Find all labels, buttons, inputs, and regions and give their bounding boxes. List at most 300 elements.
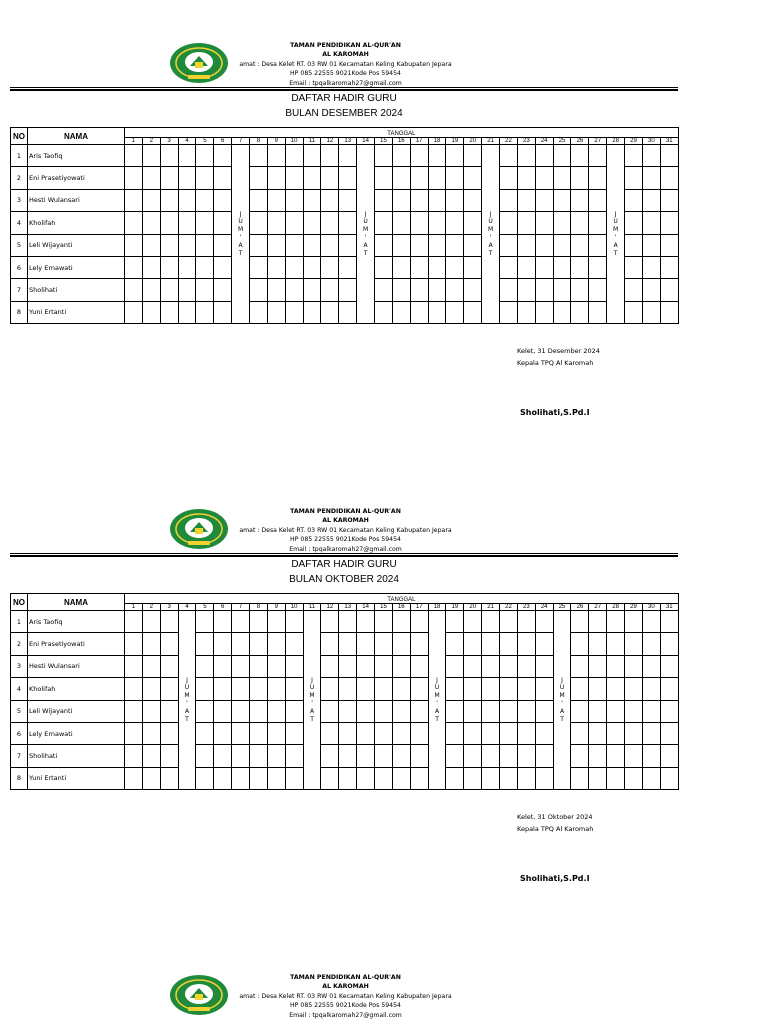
attendance-cell[interactable] <box>464 167 482 189</box>
attendance-cell[interactable] <box>160 678 178 700</box>
attendance-cell[interactable] <box>625 189 643 211</box>
attendance-cell[interactable] <box>446 167 464 189</box>
attendance-cell[interactable] <box>142 279 160 301</box>
attendance-cell[interactable] <box>517 167 535 189</box>
attendance-cell[interactable] <box>125 678 143 700</box>
attendance-cell[interactable] <box>589 700 607 722</box>
attendance-cell[interactable] <box>625 767 643 789</box>
attendance-cell[interactable] <box>517 279 535 301</box>
attendance-cell[interactable] <box>267 633 285 655</box>
attendance-cell[interactable] <box>500 678 518 700</box>
attendance-cell[interactable] <box>321 633 339 655</box>
attendance-cell[interactable] <box>267 301 285 323</box>
attendance-cell[interactable] <box>482 767 500 789</box>
attendance-cell[interactable] <box>142 745 160 767</box>
attendance-cell[interactable] <box>589 234 607 256</box>
attendance-cell[interactable] <box>339 279 357 301</box>
attendance-cell[interactable] <box>589 279 607 301</box>
attendance-cell[interactable] <box>535 234 553 256</box>
attendance-cell[interactable] <box>392 256 410 278</box>
attendance-cell[interactable] <box>410 678 428 700</box>
attendance-cell[interactable] <box>142 655 160 677</box>
attendance-cell[interactable] <box>625 279 643 301</box>
attendance-cell[interactable] <box>339 745 357 767</box>
attendance-cell[interactable] <box>142 767 160 789</box>
attendance-cell[interactable] <box>250 212 268 234</box>
attendance-cell[interactable] <box>339 189 357 211</box>
attendance-cell[interactable] <box>375 145 393 167</box>
attendance-cell[interactable] <box>214 212 232 234</box>
attendance-cell[interactable] <box>428 279 446 301</box>
attendance-cell[interactable] <box>535 212 553 234</box>
attendance-cell[interactable] <box>321 212 339 234</box>
attendance-cell[interactable] <box>642 678 660 700</box>
attendance-cell[interactable] <box>607 678 625 700</box>
attendance-cell[interactable] <box>428 189 446 211</box>
attendance-cell[interactable] <box>464 256 482 278</box>
attendance-cell[interactable] <box>642 611 660 633</box>
attendance-cell[interactable] <box>660 167 678 189</box>
attendance-cell[interactable] <box>553 234 571 256</box>
attendance-cell[interactable] <box>125 700 143 722</box>
attendance-cell[interactable] <box>339 655 357 677</box>
attendance-cell[interactable] <box>642 301 660 323</box>
attendance-cell[interactable] <box>267 256 285 278</box>
attendance-cell[interactable] <box>428 234 446 256</box>
attendance-cell[interactable] <box>375 167 393 189</box>
attendance-cell[interactable] <box>464 301 482 323</box>
attendance-cell[interactable] <box>285 745 303 767</box>
attendance-cell[interactable] <box>250 256 268 278</box>
attendance-cell[interactable] <box>410 234 428 256</box>
attendance-cell[interactable] <box>500 745 518 767</box>
attendance-cell[interactable] <box>321 611 339 633</box>
attendance-cell[interactable] <box>464 212 482 234</box>
attendance-cell[interactable] <box>428 301 446 323</box>
attendance-cell[interactable] <box>607 633 625 655</box>
attendance-cell[interactable] <box>571 767 589 789</box>
attendance-cell[interactable] <box>142 167 160 189</box>
attendance-cell[interactable] <box>196 655 214 677</box>
attendance-cell[interactable] <box>410 189 428 211</box>
attendance-cell[interactable] <box>375 655 393 677</box>
attendance-cell[interactable] <box>196 700 214 722</box>
attendance-cell[interactable] <box>196 189 214 211</box>
attendance-cell[interactable] <box>660 655 678 677</box>
attendance-cell[interactable] <box>571 279 589 301</box>
attendance-cell[interactable] <box>357 633 375 655</box>
attendance-cell[interactable] <box>196 234 214 256</box>
attendance-cell[interactable] <box>160 655 178 677</box>
attendance-cell[interactable] <box>125 745 143 767</box>
attendance-cell[interactable] <box>267 700 285 722</box>
attendance-cell[interactable] <box>642 256 660 278</box>
attendance-cell[interactable] <box>642 722 660 744</box>
attendance-cell[interactable] <box>428 145 446 167</box>
attendance-cell[interactable] <box>589 301 607 323</box>
attendance-cell[interactable] <box>660 234 678 256</box>
attendance-cell[interactable] <box>589 745 607 767</box>
attendance-cell[interactable] <box>142 700 160 722</box>
attendance-cell[interactable] <box>607 767 625 789</box>
attendance-cell[interactable] <box>160 256 178 278</box>
attendance-cell[interactable] <box>125 655 143 677</box>
attendance-cell[interactable] <box>285 234 303 256</box>
attendance-cell[interactable] <box>142 301 160 323</box>
attendance-cell[interactable] <box>625 745 643 767</box>
attendance-cell[interactable] <box>339 767 357 789</box>
attendance-cell[interactable] <box>160 767 178 789</box>
attendance-cell[interactable] <box>517 611 535 633</box>
attendance-cell[interactable] <box>446 655 464 677</box>
attendance-cell[interactable] <box>267 611 285 633</box>
attendance-cell[interactable] <box>339 301 357 323</box>
attendance-cell[interactable] <box>339 678 357 700</box>
attendance-cell[interactable] <box>392 633 410 655</box>
attendance-cell[interactable] <box>160 212 178 234</box>
attendance-cell[interactable] <box>392 722 410 744</box>
attendance-cell[interactable] <box>160 145 178 167</box>
attendance-cell[interactable] <box>196 167 214 189</box>
attendance-cell[interactable] <box>232 655 250 677</box>
attendance-cell[interactable] <box>410 745 428 767</box>
attendance-cell[interactable] <box>321 279 339 301</box>
attendance-cell[interactable] <box>660 700 678 722</box>
attendance-cell[interactable] <box>607 700 625 722</box>
attendance-cell[interactable] <box>660 678 678 700</box>
attendance-cell[interactable] <box>178 279 196 301</box>
attendance-cell[interactable] <box>321 678 339 700</box>
attendance-cell[interactable] <box>517 256 535 278</box>
attendance-cell[interactable] <box>642 212 660 234</box>
attendance-cell[interactable] <box>446 189 464 211</box>
attendance-cell[interactable] <box>642 745 660 767</box>
attendance-cell[interactable] <box>553 145 571 167</box>
attendance-cell[interactable] <box>660 745 678 767</box>
attendance-cell[interactable] <box>464 655 482 677</box>
attendance-cell[interactable] <box>160 234 178 256</box>
attendance-cell[interactable] <box>571 234 589 256</box>
attendance-cell[interactable] <box>446 212 464 234</box>
attendance-cell[interactable] <box>553 189 571 211</box>
attendance-cell[interactable] <box>196 145 214 167</box>
attendance-cell[interactable] <box>642 655 660 677</box>
attendance-cell[interactable] <box>196 745 214 767</box>
attendance-cell[interactable] <box>642 279 660 301</box>
attendance-cell[interactable] <box>464 767 482 789</box>
attendance-cell[interactable] <box>339 234 357 256</box>
attendance-cell[interactable] <box>339 633 357 655</box>
attendance-cell[interactable] <box>142 678 160 700</box>
attendance-cell[interactable] <box>250 301 268 323</box>
attendance-cell[interactable] <box>446 745 464 767</box>
attendance-cell[interactable] <box>267 234 285 256</box>
attendance-cell[interactable] <box>535 189 553 211</box>
attendance-cell[interactable] <box>553 256 571 278</box>
attendance-cell[interactable] <box>625 722 643 744</box>
attendance-cell[interactable] <box>589 256 607 278</box>
attendance-cell[interactable] <box>500 279 518 301</box>
attendance-cell[interactable] <box>660 212 678 234</box>
attendance-cell[interactable] <box>375 611 393 633</box>
attendance-cell[interactable] <box>375 256 393 278</box>
attendance-cell[interactable] <box>285 145 303 167</box>
attendance-cell[interactable] <box>125 611 143 633</box>
attendance-cell[interactable] <box>535 633 553 655</box>
attendance-cell[interactable] <box>500 234 518 256</box>
attendance-cell[interactable] <box>125 189 143 211</box>
attendance-cell[interactable] <box>446 234 464 256</box>
attendance-cell[interactable] <box>196 633 214 655</box>
attendance-cell[interactable] <box>589 633 607 655</box>
attendance-cell[interactable] <box>571 611 589 633</box>
attendance-cell[interactable] <box>428 212 446 234</box>
attendance-cell[interactable] <box>446 145 464 167</box>
attendance-cell[interactable] <box>214 167 232 189</box>
attendance-cell[interactable] <box>250 722 268 744</box>
attendance-cell[interactable] <box>142 212 160 234</box>
attendance-cell[interactable] <box>607 611 625 633</box>
attendance-cell[interactable] <box>214 700 232 722</box>
attendance-cell[interactable] <box>625 212 643 234</box>
attendance-cell[interactable] <box>232 745 250 767</box>
attendance-cell[interactable] <box>500 767 518 789</box>
attendance-cell[interactable] <box>178 234 196 256</box>
attendance-cell[interactable] <box>410 212 428 234</box>
attendance-cell[interactable] <box>214 611 232 633</box>
attendance-cell[interactable] <box>589 722 607 744</box>
attendance-cell[interactable] <box>482 722 500 744</box>
attendance-cell[interactable] <box>303 301 321 323</box>
attendance-cell[interactable] <box>357 745 375 767</box>
attendance-cell[interactable] <box>517 655 535 677</box>
attendance-cell[interactable] <box>250 700 268 722</box>
attendance-cell[interactable] <box>660 722 678 744</box>
attendance-cell[interactable] <box>375 234 393 256</box>
attendance-cell[interactable] <box>535 767 553 789</box>
attendance-cell[interactable] <box>375 678 393 700</box>
attendance-cell[interactable] <box>446 256 464 278</box>
attendance-cell[interactable] <box>214 189 232 211</box>
attendance-cell[interactable] <box>517 212 535 234</box>
attendance-cell[interactable] <box>464 611 482 633</box>
attendance-cell[interactable] <box>392 611 410 633</box>
attendance-cell[interactable] <box>339 256 357 278</box>
attendance-cell[interactable] <box>142 189 160 211</box>
attendance-cell[interactable] <box>500 212 518 234</box>
attendance-cell[interactable] <box>214 256 232 278</box>
attendance-cell[interactable] <box>339 700 357 722</box>
attendance-cell[interactable] <box>250 189 268 211</box>
attendance-cell[interactable] <box>392 655 410 677</box>
attendance-cell[interactable] <box>321 234 339 256</box>
attendance-cell[interactable] <box>285 767 303 789</box>
attendance-cell[interactable] <box>375 767 393 789</box>
attendance-cell[interactable] <box>303 167 321 189</box>
attendance-cell[interactable] <box>142 145 160 167</box>
attendance-cell[interactable] <box>125 212 143 234</box>
attendance-cell[interactable] <box>285 633 303 655</box>
attendance-cell[interactable] <box>410 722 428 744</box>
attendance-cell[interactable] <box>285 700 303 722</box>
attendance-cell[interactable] <box>482 611 500 633</box>
attendance-cell[interactable] <box>571 256 589 278</box>
attendance-cell[interactable] <box>285 167 303 189</box>
attendance-cell[interactable] <box>428 167 446 189</box>
attendance-cell[interactable] <box>517 745 535 767</box>
attendance-cell[interactable] <box>196 279 214 301</box>
attendance-cell[interactable] <box>446 633 464 655</box>
attendance-cell[interactable] <box>375 301 393 323</box>
attendance-cell[interactable] <box>589 189 607 211</box>
attendance-cell[interactable] <box>607 655 625 677</box>
attendance-cell[interactable] <box>535 301 553 323</box>
attendance-cell[interactable] <box>214 234 232 256</box>
attendance-cell[interactable] <box>446 611 464 633</box>
attendance-cell[interactable] <box>589 167 607 189</box>
attendance-cell[interactable] <box>482 700 500 722</box>
attendance-cell[interactable] <box>392 745 410 767</box>
attendance-cell[interactable] <box>446 279 464 301</box>
attendance-cell[interactable] <box>642 234 660 256</box>
attendance-cell[interactable] <box>214 633 232 655</box>
attendance-cell[interactable] <box>125 722 143 744</box>
attendance-cell[interactable] <box>625 145 643 167</box>
attendance-cell[interactable] <box>571 145 589 167</box>
attendance-cell[interactable] <box>214 767 232 789</box>
attendance-cell[interactable] <box>553 301 571 323</box>
attendance-cell[interactable] <box>303 256 321 278</box>
attendance-cell[interactable] <box>232 722 250 744</box>
attendance-cell[interactable] <box>285 212 303 234</box>
attendance-cell[interactable] <box>178 167 196 189</box>
attendance-cell[interactable] <box>339 167 357 189</box>
attendance-cell[interactable] <box>250 678 268 700</box>
attendance-cell[interactable] <box>214 655 232 677</box>
attendance-cell[interactable] <box>642 145 660 167</box>
attendance-cell[interactable] <box>160 279 178 301</box>
attendance-cell[interactable] <box>660 189 678 211</box>
attendance-cell[interactable] <box>392 767 410 789</box>
attendance-cell[interactable] <box>321 189 339 211</box>
attendance-cell[interactable] <box>517 700 535 722</box>
attendance-cell[interactable] <box>589 655 607 677</box>
attendance-cell[interactable] <box>267 678 285 700</box>
attendance-cell[interactable] <box>660 767 678 789</box>
attendance-cell[interactable] <box>160 700 178 722</box>
attendance-cell[interactable] <box>625 678 643 700</box>
attendance-cell[interactable] <box>267 767 285 789</box>
attendance-cell[interactable] <box>535 722 553 744</box>
attendance-cell[interactable] <box>232 678 250 700</box>
attendance-cell[interactable] <box>517 633 535 655</box>
attendance-cell[interactable] <box>500 655 518 677</box>
attendance-cell[interactable] <box>160 611 178 633</box>
attendance-cell[interactable] <box>321 256 339 278</box>
attendance-cell[interactable] <box>196 767 214 789</box>
attendance-cell[interactable] <box>375 279 393 301</box>
attendance-cell[interactable] <box>446 722 464 744</box>
attendance-cell[interactable] <box>375 212 393 234</box>
attendance-cell[interactable] <box>196 301 214 323</box>
attendance-cell[interactable] <box>142 256 160 278</box>
attendance-cell[interactable] <box>500 700 518 722</box>
attendance-cell[interactable] <box>464 722 482 744</box>
attendance-cell[interactable] <box>285 722 303 744</box>
attendance-cell[interactable] <box>267 145 285 167</box>
attendance-cell[interactable] <box>267 655 285 677</box>
attendance-cell[interactable] <box>357 678 375 700</box>
attendance-cell[interactable] <box>250 745 268 767</box>
attendance-cell[interactable] <box>589 678 607 700</box>
attendance-cell[interactable] <box>142 633 160 655</box>
attendance-cell[interactable] <box>642 633 660 655</box>
attendance-cell[interactable] <box>285 256 303 278</box>
attendance-cell[interactable] <box>517 189 535 211</box>
attendance-cell[interactable] <box>267 279 285 301</box>
attendance-cell[interactable] <box>517 678 535 700</box>
attendance-cell[interactable] <box>553 212 571 234</box>
attendance-cell[interactable] <box>178 256 196 278</box>
attendance-cell[interactable] <box>267 722 285 744</box>
attendance-cell[interactable] <box>571 722 589 744</box>
attendance-cell[interactable] <box>625 633 643 655</box>
attendance-cell[interactable] <box>125 633 143 655</box>
attendance-cell[interactable] <box>178 189 196 211</box>
attendance-cell[interactable] <box>214 145 232 167</box>
attendance-cell[interactable] <box>410 145 428 167</box>
attendance-cell[interactable] <box>321 767 339 789</box>
attendance-cell[interactable] <box>196 611 214 633</box>
attendance-cell[interactable] <box>232 700 250 722</box>
attendance-cell[interactable] <box>642 700 660 722</box>
attendance-cell[interactable] <box>303 279 321 301</box>
attendance-cell[interactable] <box>285 279 303 301</box>
attendance-cell[interactable] <box>464 189 482 211</box>
attendance-cell[interactable] <box>250 145 268 167</box>
attendance-cell[interactable] <box>535 745 553 767</box>
attendance-cell[interactable] <box>321 700 339 722</box>
attendance-cell[interactable] <box>535 611 553 633</box>
attendance-cell[interactable] <box>267 189 285 211</box>
attendance-cell[interactable] <box>232 633 250 655</box>
attendance-cell[interactable] <box>267 212 285 234</box>
attendance-cell[interactable] <box>553 279 571 301</box>
attendance-cell[interactable] <box>642 767 660 789</box>
attendance-cell[interactable] <box>482 655 500 677</box>
attendance-cell[interactable] <box>125 167 143 189</box>
attendance-cell[interactable] <box>196 678 214 700</box>
attendance-cell[interactable] <box>571 167 589 189</box>
attendance-cell[interactable] <box>392 301 410 323</box>
attendance-cell[interactable] <box>517 767 535 789</box>
attendance-cell[interactable] <box>571 212 589 234</box>
attendance-cell[interactable] <box>410 279 428 301</box>
attendance-cell[interactable] <box>535 167 553 189</box>
attendance-cell[interactable] <box>607 745 625 767</box>
attendance-cell[interactable] <box>464 279 482 301</box>
attendance-cell[interactable] <box>196 212 214 234</box>
attendance-cell[interactable] <box>589 767 607 789</box>
attendance-cell[interactable] <box>625 301 643 323</box>
attendance-cell[interactable] <box>535 279 553 301</box>
attendance-cell[interactable] <box>446 678 464 700</box>
attendance-cell[interactable] <box>625 256 643 278</box>
attendance-cell[interactable] <box>392 212 410 234</box>
attendance-cell[interactable] <box>464 145 482 167</box>
attendance-cell[interactable] <box>357 722 375 744</box>
attendance-cell[interactable] <box>214 678 232 700</box>
